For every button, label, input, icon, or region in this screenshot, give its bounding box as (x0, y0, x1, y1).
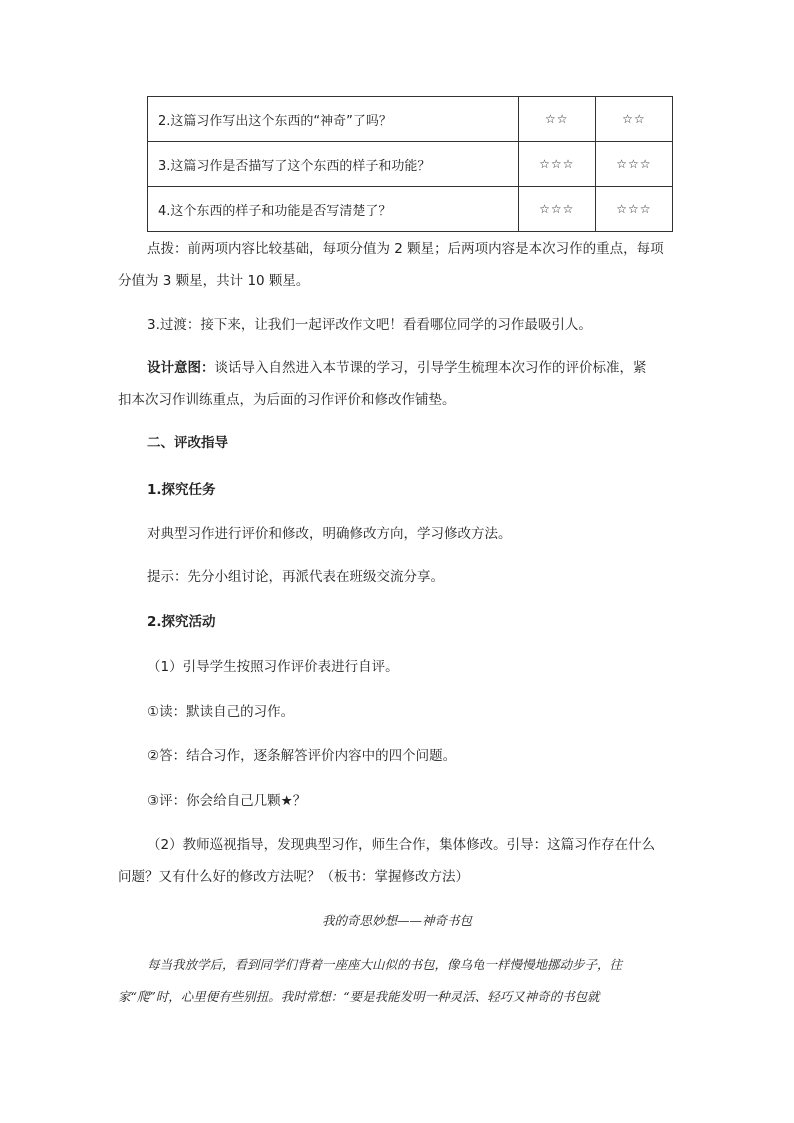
table-row (148, 97, 673, 142)
tip-line-2: 分值为 3 颗星，共计 10 颗星。 (118, 273, 310, 289)
step-1: （1）引导学生按照习作评价表进行自评。 (147, 659, 399, 675)
design-line-1 (147, 357, 647, 379)
task-heading: 1.探究任务 (147, 482, 216, 498)
essay-line-1: 每当我放学后，看到同学们背着一座座大山似的书包，像乌龟一样慢慢地挪动步子，往 (147, 957, 623, 972)
design-text: 谈话导入自然进入本节课的学习，引导学生梳理本次习作的评价标准，紧 (214, 360, 647, 376)
rate-step: ③评：你会给自己几颗★？ (147, 793, 307, 809)
star-cell: ☆☆☆ (595, 187, 672, 232)
tip-text: 前两项内容比较基础，每项分值为 2 颗星；后两项内容是本次习作的重点，每项 (187, 241, 664, 257)
transition-text: 3.过渡：接下来，让我们一起评改作文吧！看看哪位同学的习作最吸引人。 (147, 317, 592, 333)
tip-label: 点拨： (147, 241, 188, 257)
star-cell: ☆☆ (595, 97, 672, 142)
step-2-line-1: （2）教师巡视指导，发现典型习作，师生合作，集体修改。引导：这篇习作存在什么 (147, 837, 656, 853)
table-row (148, 142, 673, 187)
section-heading: 二、评改指导 (147, 435, 228, 451)
evaluation-table (147, 96, 673, 232)
criterion-cell: 2.这篇习作写出这个东西的“神奇”了吗？ (148, 97, 519, 142)
essay-title: 我的奇思妙想——神奇书包 (321, 913, 472, 928)
answer-step: ②答：结合习作，逐条解答评价内容中的四个问题。 (147, 748, 457, 764)
step-2-line-2: 问题？又有什么好的修改方法呢？（板书：掌握修改方法） (118, 869, 469, 885)
design-label: 设计意图： (147, 360, 215, 376)
table-row (148, 187, 673, 232)
design-line-2: 扣本次习作训练重点，为后面的习作评价和修改作铺垫。 (118, 392, 456, 408)
star-cell: ☆☆☆ (518, 142, 595, 187)
criterion-cell: 3.这篇习作是否描写了这个东西的样子和功能？ (148, 142, 519, 187)
tip-line-1 (147, 238, 664, 260)
essay-line-2: 家“爬”时，心里便有些别扭。我时常想：“要是我能发明一种灵活、轻巧又神奇的书包就 (118, 989, 600, 1004)
read-step: ①读：默读自己的习作。 (147, 704, 295, 720)
criterion-cell: 4.这个东西的样子和功能是否写清楚了？ (148, 187, 519, 232)
activity-heading: 2.探究活动 (147, 614, 216, 630)
star-cell: ☆☆☆ (518, 187, 595, 232)
star-cell: ☆☆☆ (595, 142, 672, 187)
hint-text: 提示：先分小组讨论，再派代表在班级交流分享。 (147, 569, 444, 585)
task-text: 对典型习作进行评价和修改，明确修改方向，学习修改方法。 (147, 526, 512, 542)
star-cell: ☆☆ (518, 97, 595, 142)
